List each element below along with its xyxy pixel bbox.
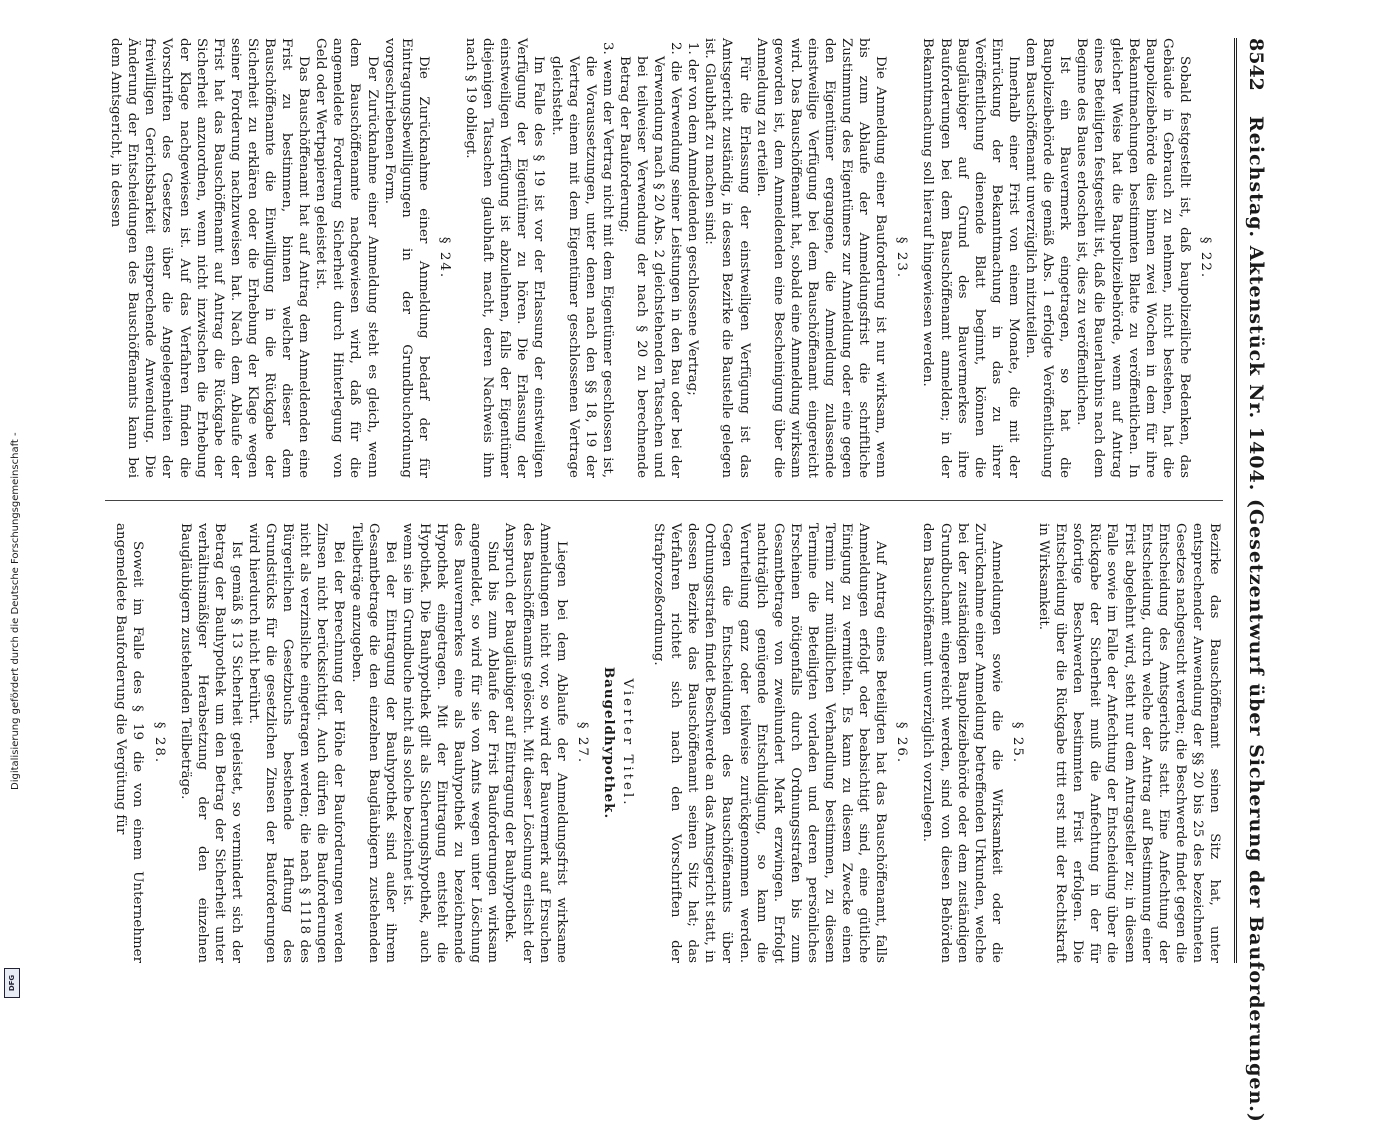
page-number: 8542 — [1245, 38, 1267, 91]
title-number: Vierter Titel. — [620, 678, 635, 808]
paragraph: Bezirke das Bauschöffenamt seinen Sitz hat, unter entsprechender Anwendung der §§ 20 bis 25 des bezeichneten Gesetzes nachgesucht werden; die Beschwerde findet gegen die Entscheidung des Amtsgerichts statt. Eine Anfechtung der Entscheidung, durch welche der Antrag auf Bestimmung einer Frist abgelehnt wird, steht nur dem Antragsteller zu; in diesem Falle sowie im Falle der Anfechtung der Entscheidung über die Rückgabe der Sicherheit muß die Anfechtung in der für sofortige Beschwerden bestimmten Frist erfolgen. Die Entscheidung über die Rückgabe tritt erst mit der Rechtskraft in Wirksamkeit. — [1036, 523, 1222, 963]
paragraph: Das Bauschöffenamt hat auf Antrag dem Anmeldenden eine Frist zu bestimmen, binnen welcher dieser dem Bauschöffenamte die Einwilligung in die Rückgabe der Sicherheit zu erklären oder die Erhebung der Klage wegen seiner Forderung nachzuweisen hat. Nach dem Ablaufe der Frist hat das Bauschöffenamt auf Antrag die Rückgabe der Sicherheit anzuordnen, wenn nicht inzwischen die Erhebung der Klage nachgewiesen ist. Auf das Verfahren finden die Vorschriften des Gesetzes über die Angelegenheiten der freiwilligen Gerichtsbarkeit entsprechende Anwendung. Die Änderung der Entscheidungen des Bauschöffenamts kann bei dem Amtsgericht, in dessen — [108, 38, 312, 478]
paragraph: Bei der Eintragung der Bauhypothek sind außer ihrem Gesamtbetrage die den einzelnen Baugläubigern zustehenden Teilbeträge anzugeben. — [348, 523, 398, 963]
section-heading-23: § 23. — [894, 236, 910, 280]
paragraph: Im Falle des § 19 ist vor der Erlassung der einstweiligen Verfügung der Eigentümer zu hören. Die Erlassung der einstweiligen Verfügung ist abzulehnen, falls der Eigentümer diejenigen Tatsachen glaubhaft macht, deren Nachweis ihm nach § 19 obliegt. — [463, 38, 547, 478]
right-column — [98, 523, 1223, 963]
paragraph: Der Zurücknahme einer Anmeldung steht es gleich, wenn dem Bauschöffenamte nachgewiesen wird, daß für die angemeldete Forderung Sicherheit durch Hinterlegung von Geld oder Wertpapieren geleistet ist. — [313, 38, 380, 478]
list-item: 3. wenn der Vertrag nicht mit dem Eigentümer geschlossen ist, die Voraussetzungen, unter denen nach den §§ 18, 19 der Vertrag einem mit dem Eigentümer geschlossenen Vertrage gleichsteht. — [548, 42, 615, 478]
paragraph: Ist gemäß § 13 Sicherheit geleistet, so vermindert sich der Betrag der Bauhypothek um den Betrag der Sicherheit unter verhältnismäßiger Herabsetzung der den einzelnen Baugläubigern zustehenden Teilbeträge. — [177, 523, 244, 963]
paragraph: Sind bis zum Ablaufe der Frist Bauforderungen wirksam angemeldet, so wird für sie von Amts wegen unter Löschung des Bauvermerkes eine als Bauhypothek zu bezeichnende Hypothek eingetragen. Mit der Eintragung entsteht die Hypothek. Die Bauhypothek gilt als Sicherungshypothek, auch wenn sie im Grundbuche nicht als solche bezeichnet ist. — [399, 523, 501, 963]
left-column — [98, 38, 1223, 478]
paragraph: Auf Antrag eines Beteiligten hat das Bauschöffenamt, falls Anmeldungen erfolgt oder beabsichtigt sind, eine gütliche Einigung zu vermitteln. Es kann zu diesem Zwecke einen Termin zur mündlichen Verhandlung bestimmen, zu diesem Termine die Beteiligten vorladen und deren persönliches Erscheinen nötigenfalls durch Ordnungsstrafen bis zum Gesamtbetrage von zweihundert Mark erzwingen. Erfolgt nachträglich genügende Entschuldigung, so kann die Verurteilung ganz oder teilweise zurückgenommen werden. Gegen die Entscheidungen des Bauschöffenamts über Ordnungsstrafen findet Beschwerde an das Amtsgericht statt, in dessen Bezirke das Bauschöffenamt seinen Sitz hat; das Verfahren richtet sich nach den Vorschriften der Strafprozeßordnung. — [651, 523, 889, 963]
page-title: Reichstag. Aktenstück Nr. 1404. (Gesetzentwurf über Sicherung der Bauforderungen.) — [1245, 116, 1267, 1123]
paragraph: Ist ein Bauvermerk eingetragen, so hat die Baupolizeibehörde die gemäß Abs. 1 erfolgte Veröffentlichung dem Bauschöffenamt unverzüglich mitzuteilen. — [1023, 38, 1073, 478]
column-divider — [105, 500, 1223, 501]
paragraph: Anmeldungen sowie die die Wirksamkeit oder die Zurücknahme einer Anmeldung betreffenden Urkunden, welche bei der zuständigen Baupolizeibehörde oder dem zuständigen Grundbuchamt eingereicht werden, sind von diesen Behörden dem Bauschöffenamt unverzüglich vorzulegen. — [920, 523, 1004, 963]
section-heading-28: § 28. — [151, 721, 167, 765]
section-heading-22: § 22. — [1198, 236, 1213, 280]
dfg-logo-text: DFG — [8, 974, 16, 992]
credit-text: Digitalisierung gefördert durch die Deutsche Forschungsgemeinschaft - — [10, 432, 21, 790]
section-heading-27: § 27. — [574, 721, 590, 765]
list-item: 1. der von dem Anmeldenden geschlossene Vertrag; — [685, 42, 701, 396]
paragraph: Für die Erlassung der einstweiligen Verfügung ist das Amtsgericht zuständig, in dessen Bezirke die Baustelle gelegen ist. Glaubhaft zu machen sind: — [702, 38, 752, 478]
paragraph: Die Zurücknahme einer Anmeldung bedarf der für Eintragungsbewilligungen in der Grundbuchordnung vorgeschriebenen Form. — [381, 38, 431, 478]
paragraph: Bei der Berechnung der Höhe der Bauforderungen werden Zinsen nicht berücksichtigt. Auch dürfen die Bauforderungen nicht als verzinsliche eingetragen werden; die nach § 1118 des Bürgerlichen Gesetzbuchs bestehende Haftung des Grundstücks für die gesetzlichen Zinsen der Bauforderungen wird hierdurch nicht berührt. — [246, 523, 347, 963]
section-heading-24: § 24. — [436, 236, 452, 280]
section-heading-25: § 25. — [1009, 721, 1025, 765]
list-item: 2. die Verwendung seiner Leistungen in den Bau oder bei der Verwendung nach § 20 Abs. 2 gleichstehenden Tatsachen und bei teilweiser Verwendung der nach § 20 zu berechnende Betrag der Bauforderung; — [616, 42, 684, 478]
paragraph: Liegen bei dem Ablaufe der Anmeldungsfrist wirksame Anmeldungen nicht vor, so wird der Bauvermerk auf Ersuchen des Bauschöffenamts gelöscht. Mit dieser Löschung erlischt der Anspruch der Baugläubiger auf Eintragung der Bauhypothek. — [502, 523, 569, 963]
paragraph: Sobald festgestellt ist, daß baupolizeiliche Bedenken, das Gebäude in Gebrauch zu nehmen, nicht bestehen, hat die Baupolizeibehörde dies binnen zwei Wochen in dem für ihre Bekanntmachungen bestimmten Blatte zu veröffentlichen. In gleicher Weise hat die Baupolizeibehörde, wenn auf Antrag eines Beteiligten festgestellt ist, daß die Bauerlaubnis nach dem Beginne des Baues erloschen ist, dies zu veröffentlichen. — [1074, 38, 1192, 478]
paragraph: Innerhalb einer Frist von einem Monate, die mit der Einrückung der Bekanntmachung in das zu ihrer Veröffentlichung dienende Blatt beginnt, können die Baugläubiger auf Grund des Bauvermerkes ihre Bauforderungen bei dem Bauschöffenamt anmelden; in der Bekanntmachung soll hierauf hingewiesen werden. — [920, 38, 1021, 478]
paragraph: Soweit im Falle des § 19 die von einem Unternehmer angemeldete Bauforderung die Vergütung für — [113, 523, 146, 963]
section-heading-26: § 26. — [894, 721, 910, 765]
title-name: Baugeldhypothek. — [600, 666, 617, 820]
page-header — [1234, 38, 1271, 1123]
paragraph: Die Anmeldung einer Bauforderung ist nur wirksam, wenn bis zum Ablaufe der Anmeldungsfrist die schriftliche Zustimmung des Eigentümers zur Anmeldung oder eine gegen den Eigentümer ergangene, die Anmeldung zulassende einstweilige Verfügung bei dem Bauschöffenamt eingereicht wird. Das Bauschöffenamt hat, sobald eine Anmeldung wirksam geworden ist, dem Anmeldenden eine Bescheinigung über die Anmeldung zu erteilen. — [753, 38, 889, 478]
page-content — [96, 38, 1271, 1123]
